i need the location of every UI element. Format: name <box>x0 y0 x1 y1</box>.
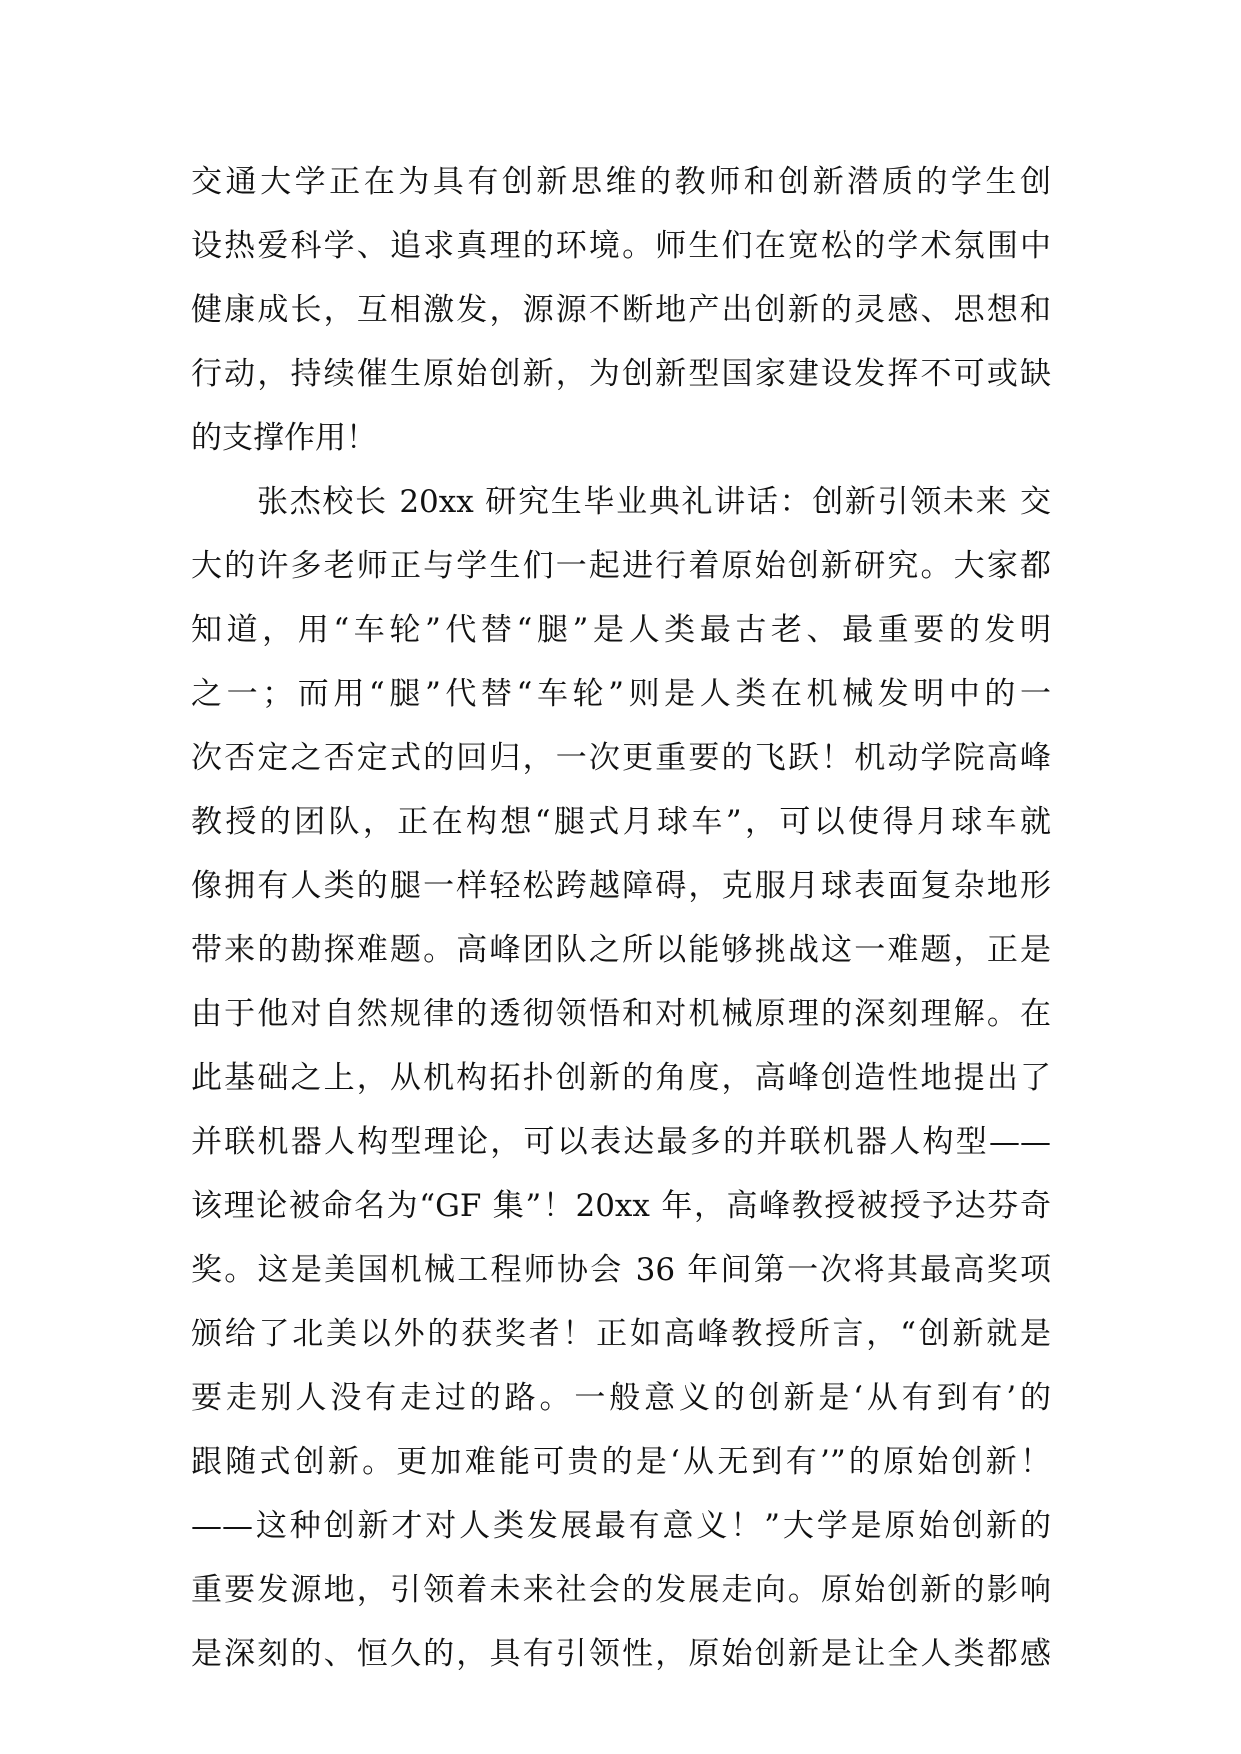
text-line: 大的许多老师正与学生们一起进行着原始创新研究。大家都 <box>191 548 1051 584</box>
text-line: 健康成长，互相激发，源源不断地产出创新的灵感、思想和 <box>191 292 1051 328</box>
text-line: 的支撑作用！ <box>191 420 377 456</box>
text-line: 交通大学正在为具有创新思维的教师和创新潜质的学生创 <box>191 164 1051 200</box>
text-line: 行动，持续催生原始创新，为创新型国家建设发挥不可或缺 <box>191 356 1051 392</box>
text-line: 之一；而用“腿”代替“车轮”则是人类在机械发明中的一 <box>191 676 1051 712</box>
text-line: 重要发源地，引领着未来社会的发展走向。原始创新的影响 <box>191 1572 1051 1608</box>
text-line: 该理论被命名为“GF 集”！20xx 年，高峰教授被授予达芬奇 <box>191 1188 1051 1224</box>
text-line: 跟随式创新。更加难能可贵的是‘从无到有’”的原始创新！ <box>191 1444 1051 1480</box>
text-line: 教授的团队，正在构想“腿式月球车”，可以使得月球车就 <box>191 804 1051 840</box>
text-line: 次否定之否定式的回归，一次更重要的飞跃！机动学院高峰 <box>191 740 1051 776</box>
body-text <box>191 150 1051 1686</box>
text-line: 知道，用“车轮”代替“腿”是人类最古老、最重要的发明 <box>191 612 1051 648</box>
text-line: 设热爱科学、追求真理的环境。师生们在宽松的学术氛围中 <box>191 228 1051 264</box>
text-line: 由于他对自然规律的透彻领悟和对机械原理的深刻理解。在 <box>191 996 1051 1032</box>
text-line: 带来的勘探难题。高峰团队之所以能够挑战这一难题，正是 <box>191 932 1051 968</box>
text-line: 奖。这是美国机械工程师协会 36 年间第一次将其最高奖项 <box>191 1252 1051 1288</box>
text-line: 要走别人没有走过的路。一般意义的创新是‘从有到有’的 <box>191 1380 1051 1416</box>
text-line: 是深刻的、恒久的，具有引领性，原始创新是让全人类都感 <box>191 1636 1051 1672</box>
text-line: ——这种创新才对人类发展最有意义！”大学是原始创新的 <box>191 1508 1051 1544</box>
text-line: 像拥有人类的腿一样轻松跨越障碍，克服月球表面复杂地形 <box>191 868 1051 904</box>
text-line: 颁给了北美以外的获奖者！正如高峰教授所言，“创新就是 <box>191 1316 1051 1352</box>
paragraph-heading-line: 张杰校长 20xx 研究生毕业典礼讲话：创新引领未来 交 <box>257 484 1051 520</box>
text-line: 并联机器人构型理论，可以表达最多的并联机器人构型—— <box>191 1124 1051 1160</box>
text-line: 此基础之上，从机构拓扑创新的角度，高峰创造性地提出了 <box>191 1060 1051 1096</box>
